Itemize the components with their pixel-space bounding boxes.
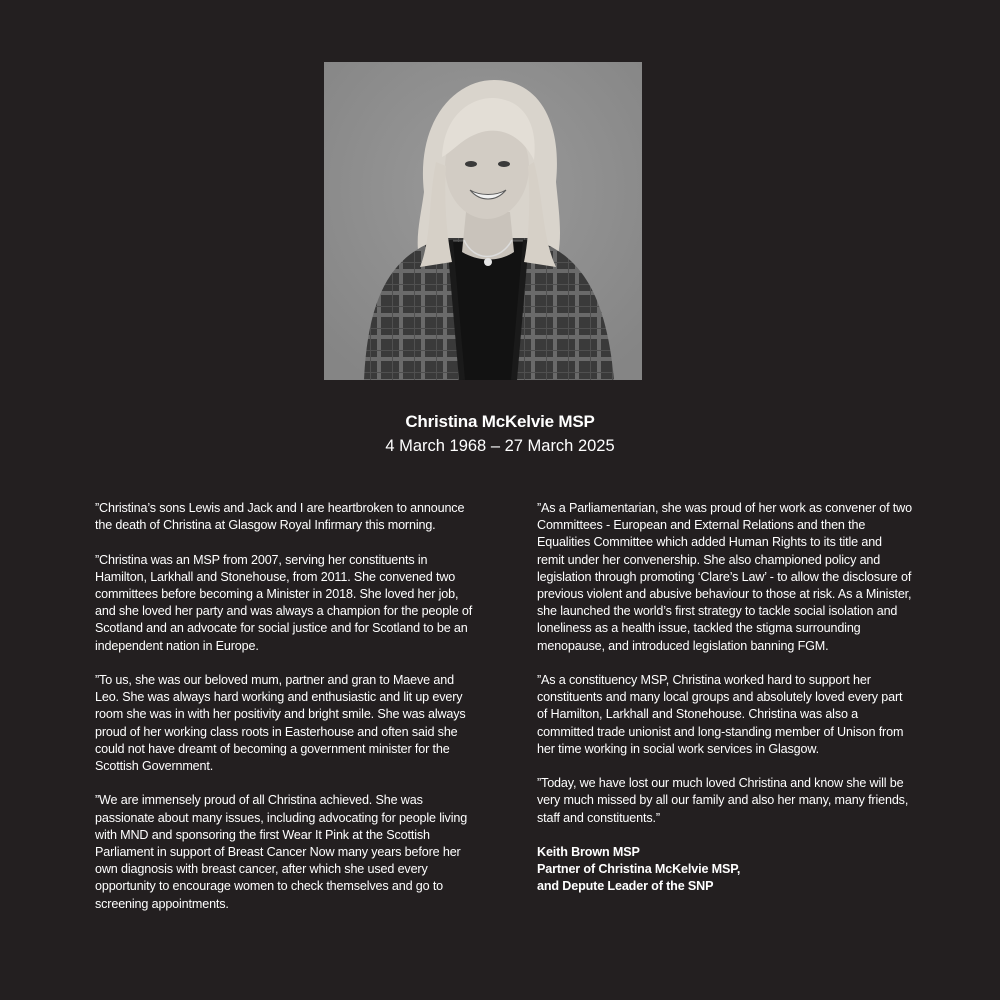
statement-paragraph: ”To us, she was our beloved mum, partner and gran to Maeve and Leo. She was always hard working and enthusiastic and lit up every room she was in with her positivity and bright smile. She was always proud of her working class roots in Easterhouse and often said she could not have dreamt of becoming a government minister for the Scottish Government.: [95, 673, 466, 774]
statement-paragraph: ”As a Parliamentarian, she was proud of her work as convener of two Committees - European and External Relations and then the Equalities Committee which added Human Rights to its title and remit under her convenership. She also championed policy and legislation through promoting ‘Clare’s Law’ - to allow the disclosure of previous violent and abusive behaviour to those at risk. As a Minister, she launched the world’s first strategy to tackle social isolation and loneliness as a health issue, tackled the stigma surrounding menopause, and introduced legislation banning FGM.: [537, 501, 912, 653]
tribute-dates: 4 March 1968 – 27 March 2025: [385, 437, 615, 455]
signature-title-line-2: and Depute Leader of the SNP: [537, 879, 714, 894]
statement-paragraph: ”Christina was an MSP from 2007, serving her constituents in Hamilton, Larkhall and Stonehouse, from 2011. She convened two committees before becoming a Minister in 2018. She loved her job, and she loved her party and was always a champion for the people of Scotland and an advocate for social justice and for Scotland to be an independent nation in Europe.: [95, 552, 473, 653]
tribute-heading: [0, 410, 1000, 458]
statement-paragraph: ”Today, we have lost our much loved Christina and know she will be very much missed by all our family and also her many, many friends, staff and constituents.”: [537, 776, 909, 825]
statement-paragraph: ”As a constituency MSP, Christina worked hard to support her constituents and many local groups and absolutely loved every part of Hamilton, Larkhall and Stonehouse. Christina was also a committed trade unionist and long-standing member of Unison from her time working in social work services in Glasgow.: [537, 673, 904, 756]
statement-paragraph: ”Christina’s sons Lewis and Jack and I are heartbroken to announce the death of Christina at Glasgow Royal Infirmary this morning.: [95, 501, 465, 533]
signature-title-line-1: Partner of Christina McKelvie MSP,: [537, 862, 741, 877]
statement-right-column: [537, 500, 912, 896]
signature-name: Keith Brown MSP: [537, 845, 640, 860]
portrait-photo: [324, 62, 642, 380]
tribute-name: Christina McKelvie MSP: [405, 412, 595, 431]
statement-left-column: [95, 500, 479, 930]
portrait-illustration: [324, 62, 642, 380]
statement-paragraph: ”We are immensely proud of all Christina achieved. She was passionate about many issues, including advocating for people living with MND and sponsoring the first Wear It Pink at the Scottish Parliament in support of Breast Cancer Now many years before her own diagnosis with breast cancer, after which she used every opportunity to encourage women to check themselves and go to screening appointments.: [95, 793, 468, 911]
signature-block: [537, 844, 912, 896]
